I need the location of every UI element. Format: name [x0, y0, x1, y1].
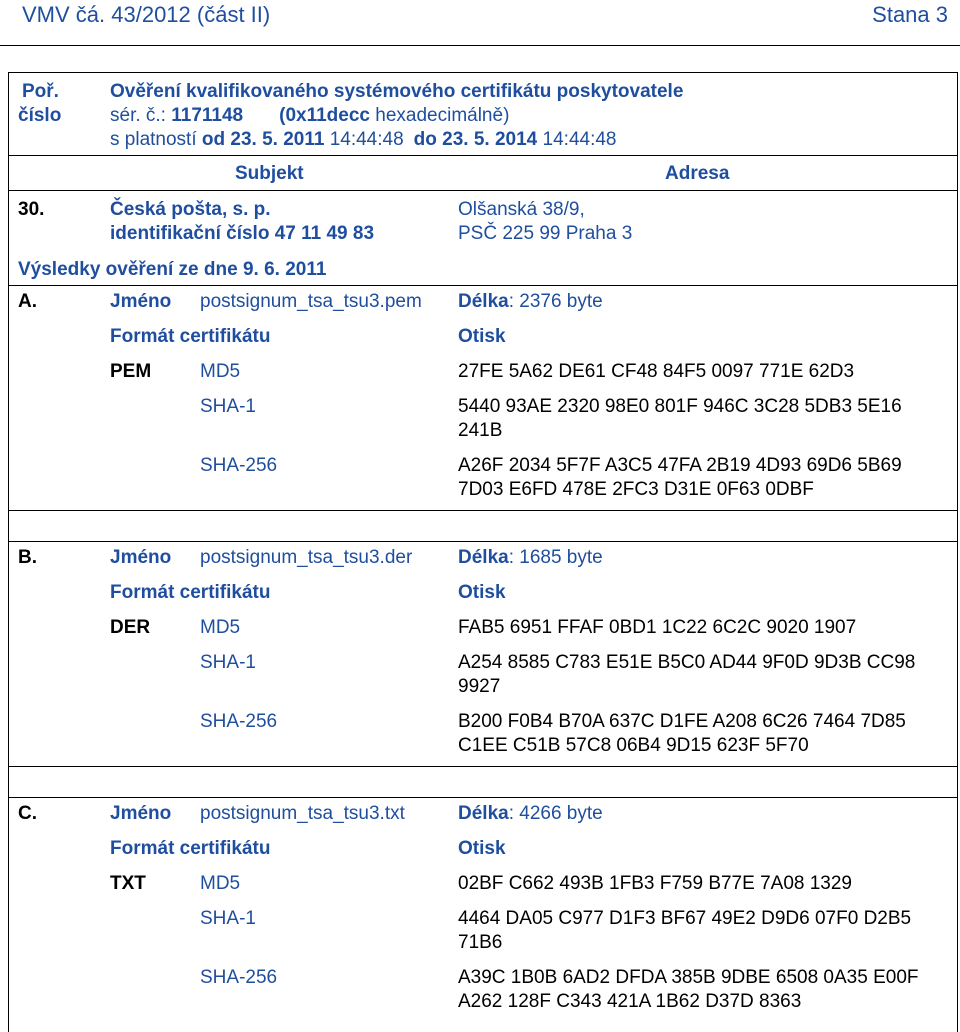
file-name: postsignum_tsa_tsu3.der [200, 547, 413, 568]
sha1-value: A254 8585 C783 E51E B5C0 AD44 9F0D 9D3B CC98 [458, 652, 916, 673]
md5-label: MD5 [200, 873, 241, 894]
serial-decimal: 1171148 [171, 105, 244, 126]
format-header: Formát certifikátu [110, 326, 271, 347]
md5-value: 27FE 5A62 DE61 CF48 84F5 0097 771E 62D3 [458, 361, 855, 382]
subject-address-city: PSČ 225 99 Praha 3 [458, 223, 633, 244]
format-value: TXT [110, 873, 146, 894]
column-number-label-2: číslo [18, 105, 62, 126]
sha256-value: A26F 2034 5F7F A3C5 47FA 2B19 4D93 69D6 5B69 [458, 455, 902, 476]
sha1-label: SHA-1 [200, 652, 256, 673]
column-number-label-1: Poř. [22, 81, 59, 102]
subject-id: identifikační číslo 47 11 49 83 [110, 223, 375, 244]
serial-hex: (0x11decc [279, 105, 370, 126]
fingerprint-header: Otisk [458, 838, 506, 859]
file-name: postsignum_tsa_tsu3.pem [200, 291, 422, 312]
md5-label: MD5 [200, 361, 241, 382]
page-header [0, 0, 960, 46]
format-header: Formát certifikátu [110, 838, 271, 859]
sha256-label: SHA-256 [200, 455, 278, 476]
divider [9, 285, 958, 286]
section-letter: A. [18, 291, 37, 312]
file-length: Délka: 2376 byte [458, 291, 603, 312]
divider [9, 190, 958, 191]
sha1-value-cont: 241B [458, 420, 503, 441]
subject-header: Subjekt [235, 163, 304, 184]
journal-issue: VMV čá. 43/2012 (část II) [22, 2, 271, 27]
section-spacer [9, 766, 958, 798]
validity-to-time: 14:44:48 [537, 129, 617, 150]
md5-label: MD5 [200, 617, 241, 638]
fingerprint-header: Otisk [458, 326, 506, 347]
validity-line [110, 128, 617, 152]
sha1-value: 4464 DA05 C977 D1F3 BF67 49E2 D9D6 07F0 D2B5 [458, 908, 912, 929]
sha1-value-cont: 9927 [458, 676, 501, 697]
sha256-value: A39C 1B0B 6AD2 DFDA 385B 9DBE 6508 0A35 E00F [458, 967, 919, 988]
serial-prefix: sér. č.: [110, 105, 172, 126]
subject-address-street: Olšanská 38/9, [458, 199, 585, 220]
sha256-label: SHA-256 [200, 967, 278, 988]
md5-value: FAB5 6951 FFAF 0BD1 1C22 6C2C 9020 1907 [458, 617, 857, 638]
subject-number: 30. [18, 199, 45, 220]
name-label: Jméno [110, 803, 172, 824]
file-length: Délka: 4266 byte [458, 803, 603, 824]
sha1-label: SHA-1 [200, 908, 256, 929]
serial-hex-suffix: hexadecimálně) [369, 105, 510, 126]
results-title: Výsledky ověření ze dne 9. 6. 2011 [18, 259, 327, 280]
format-value: DER [110, 617, 151, 638]
validity-from: od 23. 5. 2011 [201, 129, 325, 150]
validity-prefix: s platností [110, 129, 202, 150]
subject-name: Česká pošta, s. p. [110, 199, 271, 220]
md5-value: 02BF C662 493B 1FB3 F759 B77E 7A08 1329 [458, 873, 852, 894]
file-length: Délka: 1685 byte [458, 547, 603, 568]
address-header: Adresa [665, 163, 730, 184]
format-value: PEM [110, 361, 152, 382]
name-label: Jméno [110, 547, 172, 568]
sha256-value-cont: 7D03 E6FD 478E 2FC3 D31E 0F63 0DBF [458, 479, 814, 500]
certificate-title: Ověření kvalifikovaného systémového certifikátu poskytovatele [110, 81, 684, 102]
sha256-value: B200 F0B4 B70A 637C D1FE A208 6C26 7464 7D85 [458, 711, 906, 732]
validity-to: do 23. 5. 2014 [413, 129, 538, 150]
sha1-value-cont: 71B6 [458, 932, 503, 953]
file-name: postsignum_tsa_tsu3.txt [200, 803, 405, 824]
sha256-value-cont: C1EE C51B 57C8 06B4 9D15 623F 5F70 [458, 735, 809, 756]
fingerprint-header: Otisk [458, 582, 506, 603]
section-letter: C. [18, 803, 37, 824]
name-label: Jméno [110, 291, 172, 312]
sha256-value-cont: A262 128F C343 421A 1B62 D37D 8363 [458, 991, 802, 1012]
serial-line [110, 104, 509, 128]
validity-from-time: 14:44:48 [324, 129, 404, 150]
section-spacer [9, 510, 958, 542]
divider [9, 155, 958, 156]
section-letter: B. [18, 547, 37, 568]
sha1-value: 5440 93AE 2320 98E0 801F 946C 3C28 5DB3 5E16 [458, 396, 902, 417]
sha256-label: SHA-256 [200, 711, 278, 732]
format-header: Formát certifikátu [110, 582, 271, 603]
sha1-label: SHA-1 [200, 396, 256, 417]
page-number: Stana 3 [872, 2, 948, 27]
